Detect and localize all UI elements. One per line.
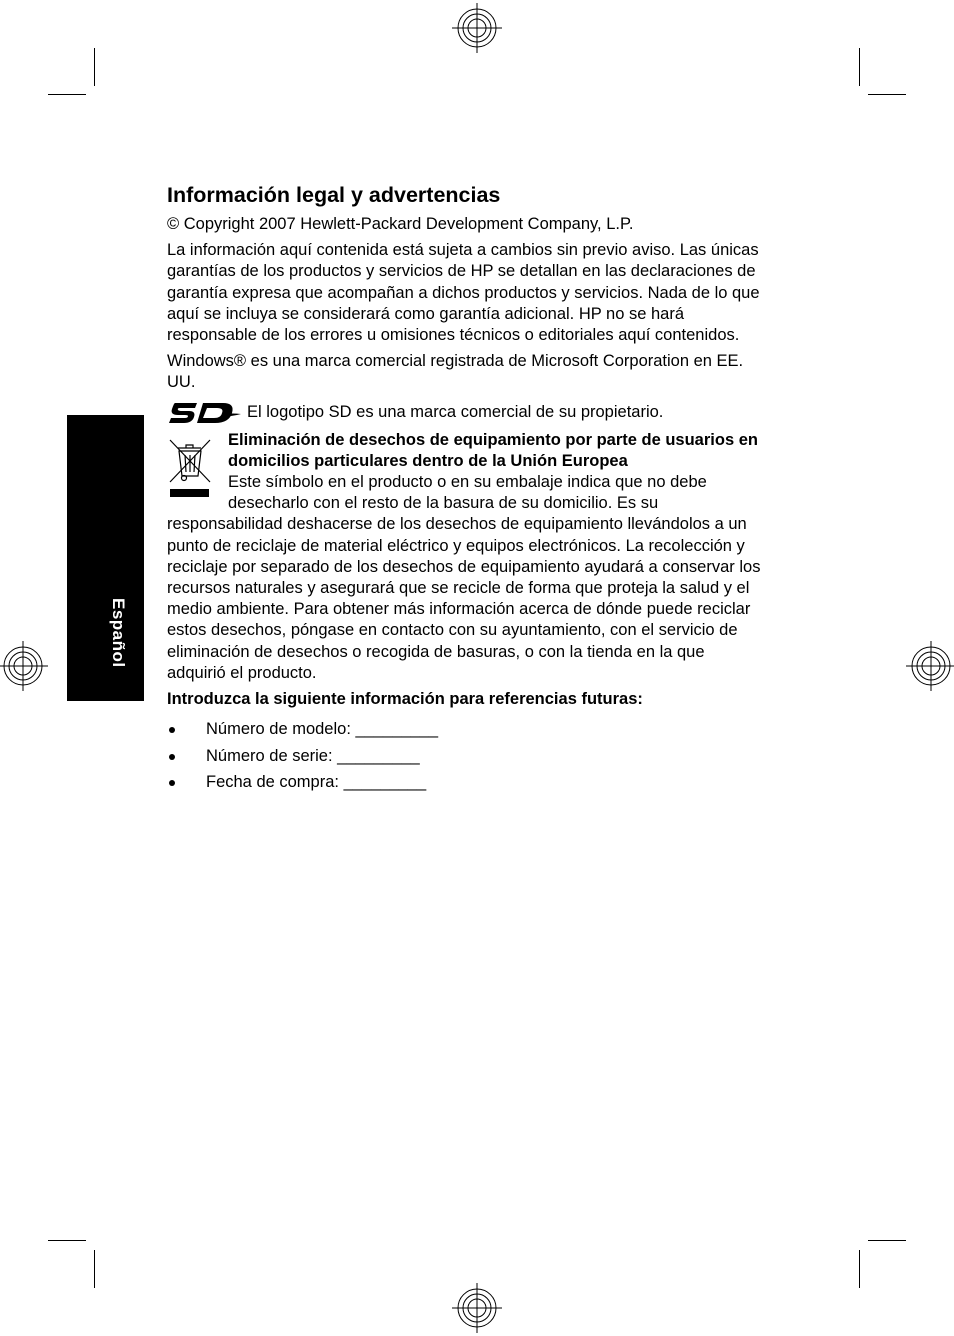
purchase-date-label: Fecha de compra: _________ [206, 773, 427, 792]
future-reference-list [167, 716, 767, 796]
crop-mark [859, 48, 860, 86]
crop-mark [48, 94, 86, 95]
legal-section [167, 182, 767, 796]
registration-mark-icon [452, 1283, 502, 1333]
sd-trademark-row [167, 400, 767, 426]
disclaimer-text: La información aquí contenida está sujeta a cambios sin previo aviso. Las únicas garantías de los productos y servicios de HP se detallan en las declaraciones de garantía expresa que acompañan a dichos productos y servicios. Nada de lo que aquí se incluya se considerará como garantía adicional. HP no se hará responsable de los errores u omisiones técnicos o editoriales aquí contenidos. [167, 241, 760, 345]
list-item [167, 769, 767, 796]
weee-body: Este símbolo en el producto o en su embalaje indica que no debe desecharlo con el resto de la basura de su domicilio. Es su responsabilidad deshacerse de los desechos de equipamiento llevándolos a un punto de reciclaje de material eléctrico y equipos electrónicos. La recolección y reciclaje por separado de los desechos de equipamiento ayudará a conservar los recursos naturales y asegurará que se recicle de forma que proteja la salud y el medio ambiente. Para obtener más información acerca de dónde puede reciclar estos desechos, póngase en contacto con su ayuntamiento, con el servicio de eliminación de desechos o recogida de basuras, o con la tienda en la que adquirió el producto. [167, 473, 761, 682]
list-item [167, 716, 767, 743]
sd-logo-icon [167, 400, 243, 426]
page-title: Información legal y advertencias [167, 183, 501, 207]
language-tab [67, 415, 144, 701]
crop-mark [868, 94, 906, 95]
registration-mark-icon [0, 641, 48, 691]
model-number-label: Número de modelo: _________ [206, 720, 439, 739]
bullet-icon [169, 727, 175, 733]
sd-trademark-text: El logotipo SD es una marca comercial de su propietario. [247, 403, 664, 422]
registration-mark-icon [906, 641, 954, 691]
bullet-icon [169, 754, 175, 760]
future-reference-heading: Introduzca la siguiente información para referencias futuras: [167, 690, 643, 709]
language-tab-label: Español [109, 598, 128, 668]
crop-mark [859, 1250, 860, 1288]
crop-mark [868, 1240, 906, 1241]
list-item [167, 743, 767, 770]
crop-mark [94, 48, 95, 86]
serial-number-label: Número de serie: _________ [206, 746, 420, 765]
windows-trademark-text: Windows® es una marca comercial registrada de Microsoft Corporation en EE. UU. [167, 352, 744, 392]
crossed-out-wheelie-bin-icon [167, 436, 213, 502]
weee-title: Eliminación de desechos de equipamiento por parte de usuarios en domicilios particulares dentro de la Unión Europea [228, 430, 758, 470]
crop-mark [48, 1240, 86, 1241]
bullet-icon [169, 780, 175, 786]
registration-mark-icon [452, 3, 502, 53]
crop-mark [94, 1250, 95, 1288]
copyright-text: © Copyright 2007 Hewlett-Packard Development Company, L.P. [167, 215, 634, 233]
weee-notice [167, 430, 767, 684]
